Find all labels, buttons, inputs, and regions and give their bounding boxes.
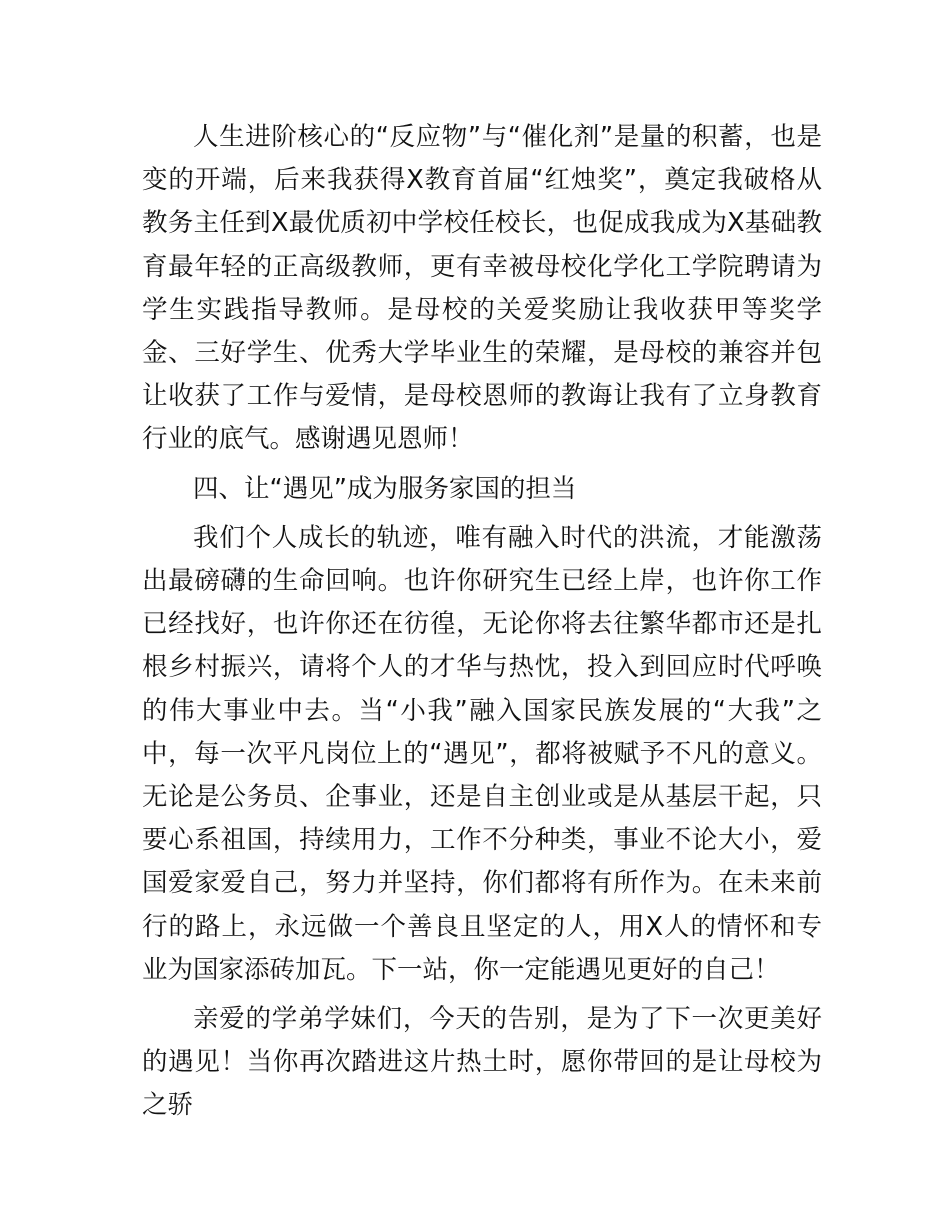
paragraph-farewell: 亲爱的学弟学妹们，今天的告别，是为了下一次更美好的遇见！当你再次踏进这片热土时，愿你带回的是让母校为之骄 [142, 1004, 822, 1121]
section-heading-serve-country: 四、让“遇见”成为服务家国的担当 [193, 473, 577, 504]
document-body [142, 116, 822, 1134]
paragraph-serve-country: 我们个人成长的轨迹，唯有融入时代的洪流，才能激荡出最磅礴的生命回响。也许你研究生已经上岸，也许你工作已经找好，也许你还在彷徨，无论你将去往繁华都市还是扎根乡村振兴，请将个人的才华与热忱，投入到回应时代呼唤的伟大事业中去。当“小我”融入国家民族发展的“大我”之中，每一次平凡岗位上的“遇见”，都将被赋予不凡的意义。无论是公务员、企事业，还是自主创业或是从基层干起，只要心系祖国，持续用力，工作不分种类，事业不论大小，爱国爱家爱自己，努力并坚持，你们都将有所作为。在未来前行的路上，永远做一个善良且坚定的人，用X人的情怀和专业为国家添砖加瓦。下一站，你一定能遇见更好的自己！ [142, 522, 822, 985]
paragraph-growth-catalyst: 人生进阶核心的“反应物”与“催化剂”是量的积蓄，也是变的开端，后来我获得X教育首届“红烛奖”，奠定我破格从教务主任到X最优质初中学校任校长，也促成我成为X基础教育最年轻的正高级教师，更有幸被母校化学化工学院聘请为学生实践指导教师。是母校的关爱奖励让我收获甲等奖学金、三好学生、优秀大学毕业生的荣耀，是母校的兼容并包让收获了工作与爱情，是母校恩师的教诲让我有了立身教育行业的底气。感谢遇见恩师！ [142, 122, 822, 455]
